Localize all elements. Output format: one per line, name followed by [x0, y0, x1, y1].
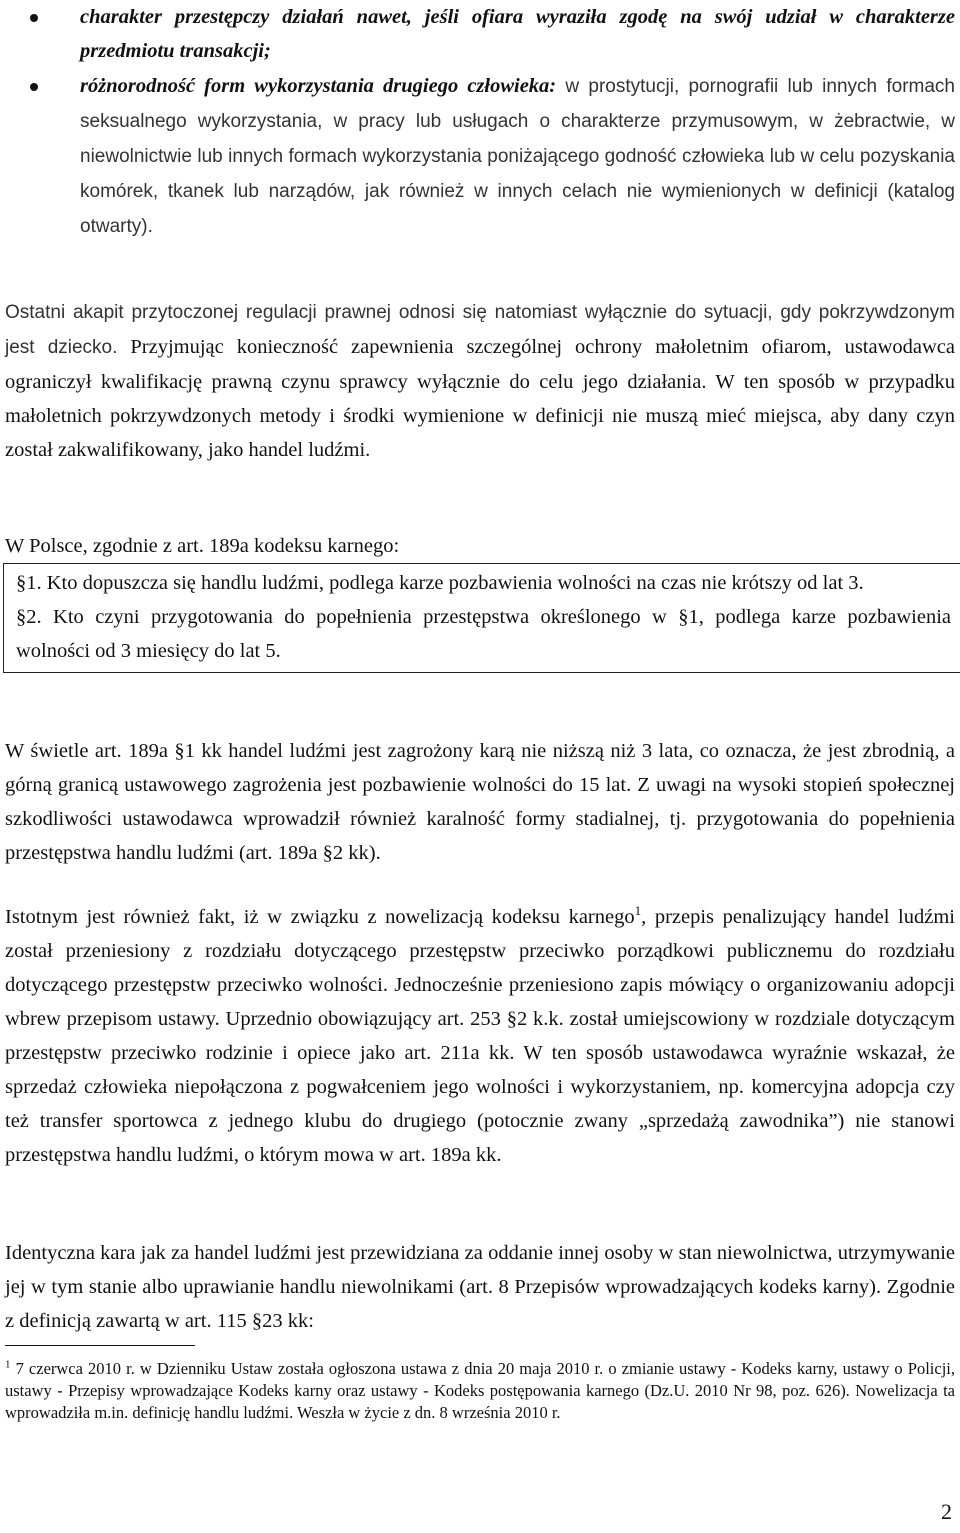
bullet-dot-icon — [30, 14, 38, 22]
footnote-divider — [5, 1345, 195, 1346]
footnote-text: 7 czerwca 2010 r. w Dzienniku Ustaw została ogłoszona ustawa z dnia 20 maja 2010 r. o zmianie ustawy - Kodeks karny, ustawy o Policji, ustawy - Przepisy wprowadzające Kodeks karny oraz ustawy - Kodeks postępowania karnego (Dz.U. 2010 Nr 98, poz. 626). Nowelizacja ta wprowadziła m.in. definicję handlu ludźmi. Weszła w życie z dn. 8 września 2010 r. — [5, 1359, 955, 1422]
paragraph-serif-part: Przyjmując konieczność zapewnienia szczególnej ochrony małoletnim ofiarom, ustawodawca ograniczył kwalifikację prawną czynu sprawcy wyłącznie do celu jego działania. W ten sposób w przypadku małoletnich pokrzywdzonych metody i środki wymienione w definicji nie muszą mieć miejsca, aby dany czyn został zakwalifikowany, jako handel ludźmi. — [5, 336, 955, 461]
amendment-text-start: Istotnym jest również fakt, iż w związku z nowelizacją kodeksu karnego — [5, 906, 635, 928]
law-quote-box — [3, 563, 960, 673]
paragraph-penalty: W świetle art. 189a §1 kk handel ludźmi jest zagrożony karą nie niższą niż 3 lata, co oznacza, że jest zbrodnią, a górną granicą ustawowego zagrożenia jest pozbawienie wolności do 15 lat. Z uwagi na wysoki stopień społecznej szkodliwości ustawodawca wprowadził również karalność formy stadialnej, tj. przygotowania do popełnienia przestępstwa handlu ludźmi (art. 189a §2 kk). — [5, 740, 955, 864]
bullet-list — [0, 0, 960, 244]
law-paragraph-1: §1. Kto dopuszcza się handlu ludźmi, podlega karze pozbawienia wolności na czas nie krótszy od lat 3. — [16, 572, 864, 594]
bullet-bold-text: charakter przestępczy działań nawet, jeśli ofiara wyraziła zgodę na swój udział w charakterze przedmiotu transakcji; — [80, 6, 955, 62]
bullet-dot-icon — [30, 83, 38, 91]
bullet-text: w prostytucji, pornografii lub innych formach seksualnego wykorzystania, w pracy lub usługach o charakterze przymusowym, w żebractwie, w niewolnictwie lub innych formach wykorzystania poniżającego godność człowieka lub w celu pozyskania komórek, tkanek lub narządów, jak również w innych celach nie wymienionych w definicji (katalog otwarty). — [80, 76, 956, 237]
bullet-item — [0, 0, 960, 69]
paragraph-minors — [5, 295, 955, 467]
footnote-reference[interactable]: 1 — [634, 903, 642, 919]
footnote-marker: 1 — [5, 1358, 11, 1371]
bullet-item — [0, 69, 960, 244]
amendment-text-rest: , przepis penalizujący handel ludźmi został przeniesiony z rozdziału dotyczącego przestępstw przeciwko porządkowi publicznemu do rozdziału dotyczącego przestępstw przeciwko wolności. Jednocześnie przeniesiono zapis mówiący o organizowaniu adopcji wbrew przepisom ustawy. Uprzednio obowiązujący art. 253 §2 k.k. został umiejscowiony w rozdziale dotyczącym przestępstw przeciwko rodzinie i opiece jako art. 211a kk. W ten sposób ustawodawca wyraźnie wskazał, że sprzedaż człowieka niepołączona z pogwałceniem jego wolności i wykorzystaniem, np. komercyjna adopcja czy też transfer sportowca z jednego klubu do drugiego (potocznie zwany „sprzedażą zawodnika”) nie stanowi przestępstwa handlu ludźmi, o którym mowa w art. 189a kk. — [5, 906, 955, 1166]
paragraph-sans-part: Ostatni akapit przytoczonej regulacji prawnej odnosi się natomiast wyłącznie do sytuacji, gdy pokrzywdzonym jest dziecko. — [5, 302, 955, 358]
paragraph-slavery: Identyczna kara jak za handel ludźmi jest przewidziana za oddanie innej osoby w stan niewolnictwa, utrzymywanie jej w tym stanie albo uprawianie handlu niewolnikami (art. 8 Przepisów wprowadzających kodeks karny). Zgodnie z definicją zawartą w art. 115 §23 kk: — [5, 1242, 955, 1332]
paragraph-amendment — [5, 900, 955, 1172]
law-intro: W Polsce, zgodnie z art. 189a kodeksu karnego: — [5, 535, 400, 557]
page-number: 2 — [941, 1499, 952, 1524]
bullet-bold-text: różnorodność form wykorzystania drugiego człowieka: — [80, 75, 557, 97]
footnote — [5, 1358, 955, 1424]
law-paragraph-2: §2. Kto czyni przygotowania do popełnienia przestępstwa określonego w §1, podlega karze pozbawienia wolności od 3 miesięcy do lat 5. — [16, 606, 951, 662]
